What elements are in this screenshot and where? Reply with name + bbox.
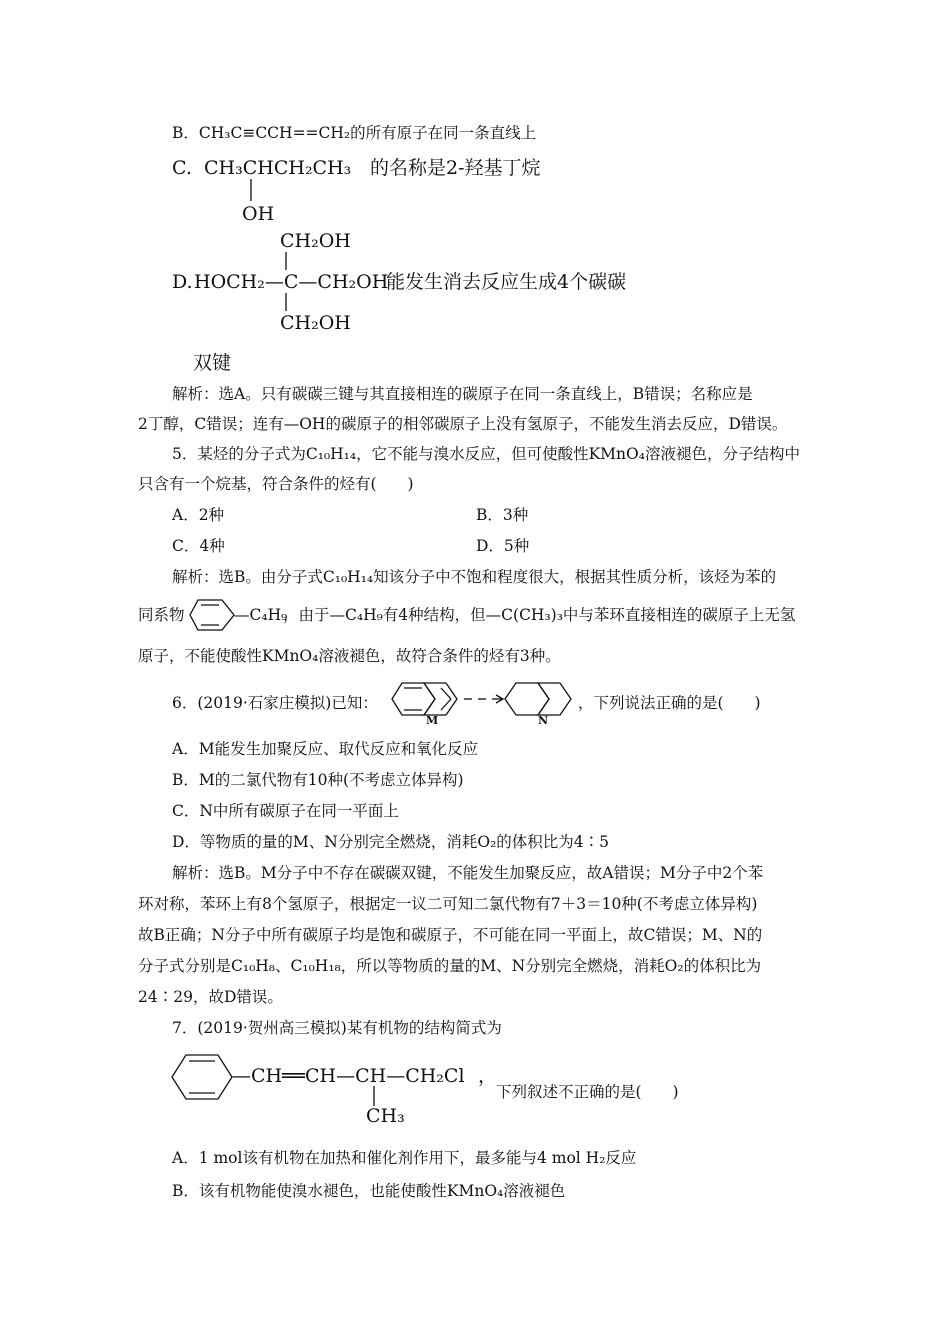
q4-option-b: B．CH₃C≡CCH==CH₂的所有原子在同一条直线上 (172, 124, 537, 142)
decalin-ring-left (505, 683, 549, 715)
q4-option-d-text-cont: 双键 (193, 352, 232, 374)
q5-analysis-line-1: 解析：选B。由分子式C₁₀H₁₄知该分子中不饱和程度很大，根据其性质分析，该烃为苯的 (172, 568, 777, 586)
q5-analysis-line-2-post: ，由于—C₄H₉有4种结构，但—C(CH₃)₃中与苯环直接相连的碳原子上无氢 (283, 606, 796, 624)
q4-d-top-group: CH₂OH (280, 230, 351, 252)
decalin-ring-right (538, 683, 571, 715)
q5-stem-line-2: 只含有一个烷基，符合条件的烃有( ) (138, 475, 414, 493)
q6-label-m: M (426, 714, 439, 727)
q6-analysis-line-5: 24∶29，故D错误。 (138, 988, 283, 1006)
q5-stem-line-1: 5．某烃的分子式为C₁₀H₁₄，它不能与溴水反应，但可使酸性KMnO₄溶液褪色，分子结构中 (172, 445, 800, 463)
q4-option-c-text: 的名称是2-羟基丁烷 (370, 157, 541, 179)
q6-analysis-line-3: 故B正确；N分子中所有碳原子均是饱和碳原子，不可能在同一平面上，故C错误；M、N的 (138, 926, 763, 944)
q6-analysis-line-1: 解析：选B。M分子中不存在碳碳双键，不能发生加聚反应，故A错误；M分子中2个苯 (172, 864, 764, 882)
q5-option-b: B．3种 (476, 506, 529, 524)
q4-c-bond-line (250, 179, 254, 203)
q4-option-c-label: C. (172, 157, 192, 179)
q5-option-a: A．2种 (172, 506, 225, 524)
q4-d-bottom-group: CH₂OH (280, 312, 351, 334)
q6-stem-pre: 6．(2019·石家庄模拟)已知： (172, 694, 378, 712)
q4-d-bond-top (285, 252, 289, 272)
q6-label-n: N (538, 714, 549, 727)
q7-option-a: A．1 mol该有机物在加热和催化剂作用下，最多能与4 mol H₂反应 (172, 1149, 637, 1167)
q5-analysis-line-2-pre: 同系物 (138, 606, 185, 624)
q4-option-c-formula: CH₃CHCH₂CH₃ (204, 157, 352, 179)
q5-analysis-substituent: —C₄H₉ (234, 606, 288, 624)
naphthalene-ring-right (424, 683, 457, 715)
q7-question: 下列叙述不正确的是( ) (496, 1083, 679, 1101)
benzene-ring-icon (188, 598, 238, 632)
naphthalene-to-decalin-reaction-diagram (392, 679, 582, 725)
q5-option-d: D．5种 (476, 537, 530, 555)
q4-analysis-line-1: 解析：选A。只有碳碳三键与其直接相连的碳原子在同一条直线上，B错误；名称应是 (172, 385, 753, 403)
q7-structure-formula: —CH══CH—CH—CH₂Cl (232, 1065, 465, 1087)
q4-option-c-oh: OH (242, 203, 275, 225)
q4-d-main-chain: HOCH₂—C—CH₂OH (194, 271, 389, 293)
q4-d-bond-bottom (285, 293, 289, 313)
q6-option-b: B．M的二氯代物有10种(不考虑立体异构) (172, 771, 464, 789)
q4-analysis-line-2: 2丁醇，C错误；连有—OH的碳原子的相邻碳原子上没有氢原子，不能发生消去反应，D错误。 (138, 415, 788, 433)
q6-analysis-line-4: 分子式分别是C₁₀H₈、C₁₀H₁₈，所以等物质的量的M、N分别完全燃烧，消耗O₂的体积比为 (138, 957, 762, 975)
q6-option-d: D．等物质的量的M、N分别完全燃烧，消耗O₂的体积比为4∶5 (172, 833, 610, 851)
q7-option-b: B．该有机物能使溴水褪色，也能使酸性KMnO₄溶液褪色 (172, 1182, 566, 1200)
q4-option-d-label: D. (172, 271, 193, 293)
q7-stem: 7．(2019·贺州高三模拟)某有机物的结构简式为 (172, 1019, 502, 1037)
q7-comma: ， (478, 1065, 498, 1087)
q6-stem-post: ，下列说法正确的是( ) (578, 694, 761, 712)
q7-methyl-group: CH₃ (366, 1105, 405, 1127)
q5-analysis-line-3: 原子，不能使酸性KMnO₄溶液褪色，故符合条件的烃有3种。 (138, 647, 561, 665)
q6-option-c: C．N中所有碳原子在同一平面上 (172, 802, 399, 820)
q5-option-c: C．4种 (172, 537, 225, 555)
benzene-ring-icon (170, 1051, 236, 1103)
q6-option-a: A．M能发生加聚反应、取代反应和氧化反应 (172, 740, 479, 758)
q6-analysis-line-2: 环对称，苯环上有8个氢原子，根据定一议二可知二氯代物有7＋3＝10种(不考虑立体异构) (138, 895, 758, 913)
q4-option-d-text: 能发生消去反应生成4个碳碳 (386, 271, 627, 293)
